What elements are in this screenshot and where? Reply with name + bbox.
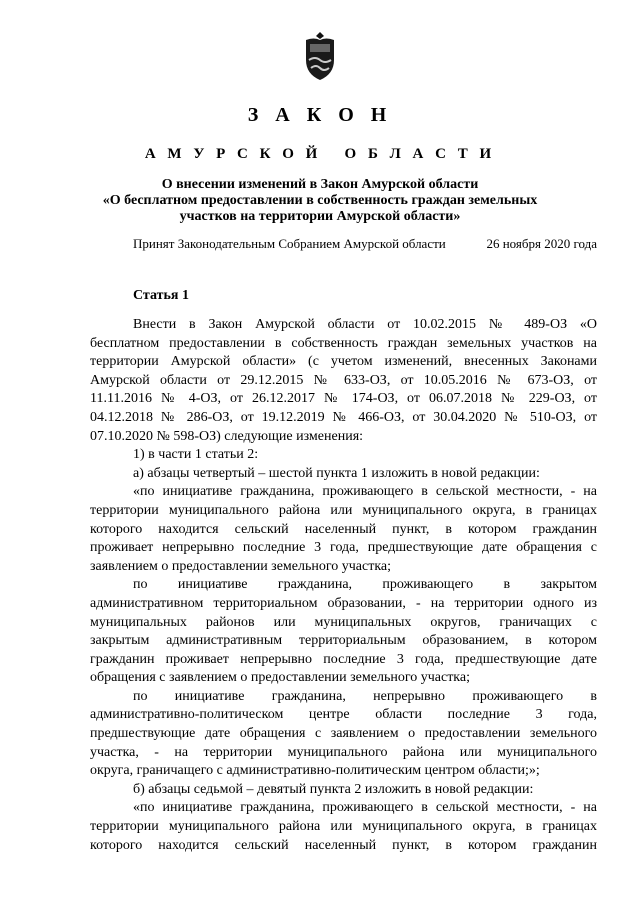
text-line: проживает непрерывно последние 3 года, предшествующие дате обращения с [90, 540, 597, 556]
text-line: Внести в Закон Амурской области от 10.02.2015 № 489-ОЗ «О [133, 317, 597, 332]
text-line: территории муниципального района или муниципального округа, в границах [90, 819, 597, 835]
text-line: участка, - на территории муниципального района или муниципального [90, 744, 597, 760]
text-line: б) абзацы седьмой – девятый пункта 2 изложить в новой редакции: [133, 781, 534, 797]
text-line: закрытым административным территориальным образованием, в котором [90, 633, 597, 649]
text-line: Амурской области от 29.12.2015 № 633-ОЗ, от 10.05.2016 № 673-ОЗ, от [90, 372, 597, 388]
text-line: территории муниципального района или муниципального округа, в границах [90, 502, 597, 518]
text-line: бесплатном предоставлении в собственность граждан земельных участков на [90, 335, 597, 351]
text-line: «по инициативе гражданина, проживающего в сельской местности, - на [133, 800, 597, 816]
text-line: административном территориальном образовании, - на территории одного из [90, 595, 597, 611]
text-line: по инициативе гражданина, проживающего в закрытом [133, 577, 597, 593]
article-heading: Статья 1 [133, 288, 189, 303]
text-line: округа, граничащего с административно-политическим центром области;»; [90, 763, 540, 779]
text-line: предшествующие дате обращения с заявлением о предоставлении земельного [90, 726, 597, 742]
law-subtitle [0, 177, 640, 225]
adoption-text: Принят Законодательным Собранием Амурской области [133, 236, 446, 251]
text-line: муниципальных районов или муниципальных округов, граничащих с [90, 614, 597, 630]
text-line: 1) в части 1 статьи 2: [133, 447, 259, 463]
subtitle-line: О внесении изменений в Закон Амурской области [161, 177, 479, 192]
text-line: 07.10.2020 № 598-ОЗ) следующие изменения: [90, 428, 364, 444]
article-body [90, 316, 597, 855]
text-line: «по инициативе гражданина, проживающего в сельской местности, - на [133, 484, 597, 500]
text-line: а) абзацы четвертый – шестой пункта 1 изложить в новой редакции: [133, 465, 540, 481]
subtitle-line: участков на территории Амурской области» [179, 209, 461, 224]
text-line: обращения с заявлением о предоставлении земельного участка; [90, 670, 471, 686]
text-line: гражданин проживает непрерывно последние 3 года, предшествующие дате [90, 651, 597, 667]
subtitle-line: «О бесплатном предоставлении в собственность граждан земельных [102, 193, 538, 208]
text-line: которого находится сельский населенный пункт, в котором гражданин [90, 521, 597, 537]
text-line: 11.11.2016 № 4-ОЗ, от 26.12.2017 № 174-ОЗ, от 06.07.2018 № 229-ОЗ, от [90, 391, 597, 407]
text-line: по инициативе гражданина, непрерывно проживающего в [133, 688, 597, 704]
text-line: 04.12.2018 № 286-ОЗ, от 19.12.2019 № 466-ОЗ, от 30.04.2020 № 510-ОЗ, от [90, 409, 597, 425]
text-line: административно-политическом центре области последние 3 года, [90, 707, 597, 723]
coat-of-arms-icon [300, 30, 340, 82]
text-line: которого находится сельский населенный пункт, в котором гражданин [90, 837, 597, 853]
text-line: заявлением о предоставлении земельного участка; [90, 558, 392, 574]
adoption-line [133, 236, 597, 252]
text-line: территории Амурской области» (с учетом изменений, внесенных Законами [90, 354, 597, 370]
region-title: А М У Р С К О Й О Б Л А С Т И [144, 146, 496, 162]
document-title: З А К О Н [247, 104, 393, 126]
adoption-date: 26 ноября 2020 года [486, 236, 597, 251]
